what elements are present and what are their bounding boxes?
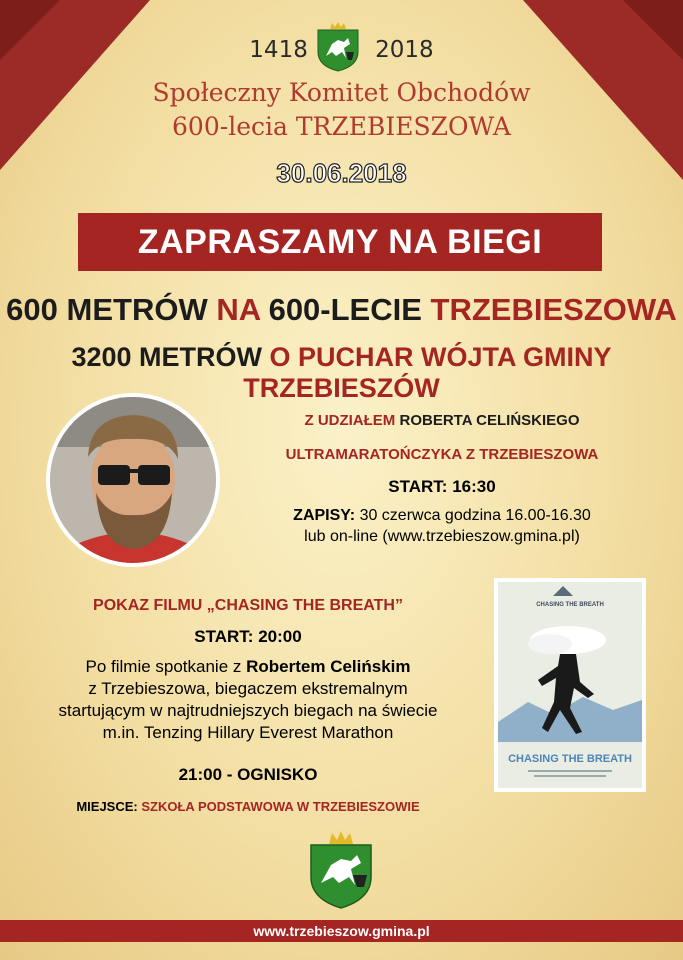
signup-line — [228, 507, 656, 525]
event-date: 30.06.2018 — [276, 158, 407, 188]
run-3200-line — [0, 342, 683, 404]
venue-place: SZKOŁA PODSTAWOWA W TRZEBIESZOWIE — [141, 799, 420, 814]
signup-label: ZAPISY: — [293, 507, 356, 524]
run-600-part-1: 600 METRÓW — [6, 292, 208, 327]
run-3200-part-2: O PUCHAR WÓJTA GMINY TRZEBIESZÓW — [243, 342, 612, 403]
committee-title — [0, 76, 683, 144]
guest-name: ROBERTA CELIŃSKIEGO — [399, 412, 580, 429]
film-desc-line-1 — [18, 656, 478, 678]
guest-with-prefix: Z UDZIAŁEM — [304, 412, 396, 429]
venue-line — [18, 799, 478, 814]
film-heading: POKAZ FILMU „CHASING THE BREATH” — [93, 597, 403, 614]
guest-photo — [46, 393, 220, 567]
bonfire-time: 21:00 - OGNISKO — [178, 765, 318, 784]
film-poster-title-top: CHASING THE BREATH — [536, 602, 604, 608]
run-3200-part-1: 3200 METRÓW — [71, 342, 263, 372]
venue-label: MIEJSCE: — [76, 799, 138, 814]
run-600-line — [0, 292, 683, 328]
film-desc-name: Robertem Celińskim — [246, 657, 411, 676]
film-desc-line-3: startującym w najtrudniejszych biegach na świecie — [58, 701, 438, 720]
committee-line-2: 600-lecia TRZEBIESZOWA — [172, 112, 511, 141]
run-600-part-2: NA — [216, 292, 260, 327]
run-600-part-4: TRZEBIESZOWA — [430, 292, 677, 327]
film-start-time: START: 20:00 — [194, 627, 302, 646]
film-desc-pre: Po filmie spotkanie z — [85, 657, 247, 676]
coat-of-arms-icon — [316, 22, 360, 72]
film-poster — [494, 578, 646, 792]
guest-title: ULTRAMARATOŃCZYKA Z TRZEBIESZOWA — [285, 446, 599, 463]
coat-of-arms-icon — [307, 829, 375, 909]
signup-text: 30 czerwca godzina 16.00-16.30 — [359, 507, 591, 524]
run-600-part-3: 600-LECIE — [268, 292, 422, 327]
year-end: 2018 — [375, 36, 434, 63]
year-start: 1418 — [249, 36, 308, 63]
guest-line — [232, 412, 652, 429]
film-description — [18, 656, 478, 744]
signup-online: lub on-line (www.trzebieszow.gmina.pl) — [304, 528, 580, 545]
invitation-banner: ZAPRASZAMY NA BIEGI — [78, 213, 602, 271]
race-start-time: START: 16:30 — [388, 477, 496, 496]
committee-line-1: Społeczny Komitet Obchodów — [152, 78, 531, 107]
film-poster-title-bottom: CHASING THE BREATH — [508, 753, 632, 765]
film-desc-line-4: m.in. Tenzing Hillary Everest Marathon — [102, 723, 394, 742]
footer-website[interactable]: www.trzebieszow.gmina.pl — [253, 923, 430, 939]
film-desc-line-2: z Trzebieszowa, biegaczem ekstremalnym — [88, 679, 408, 698]
